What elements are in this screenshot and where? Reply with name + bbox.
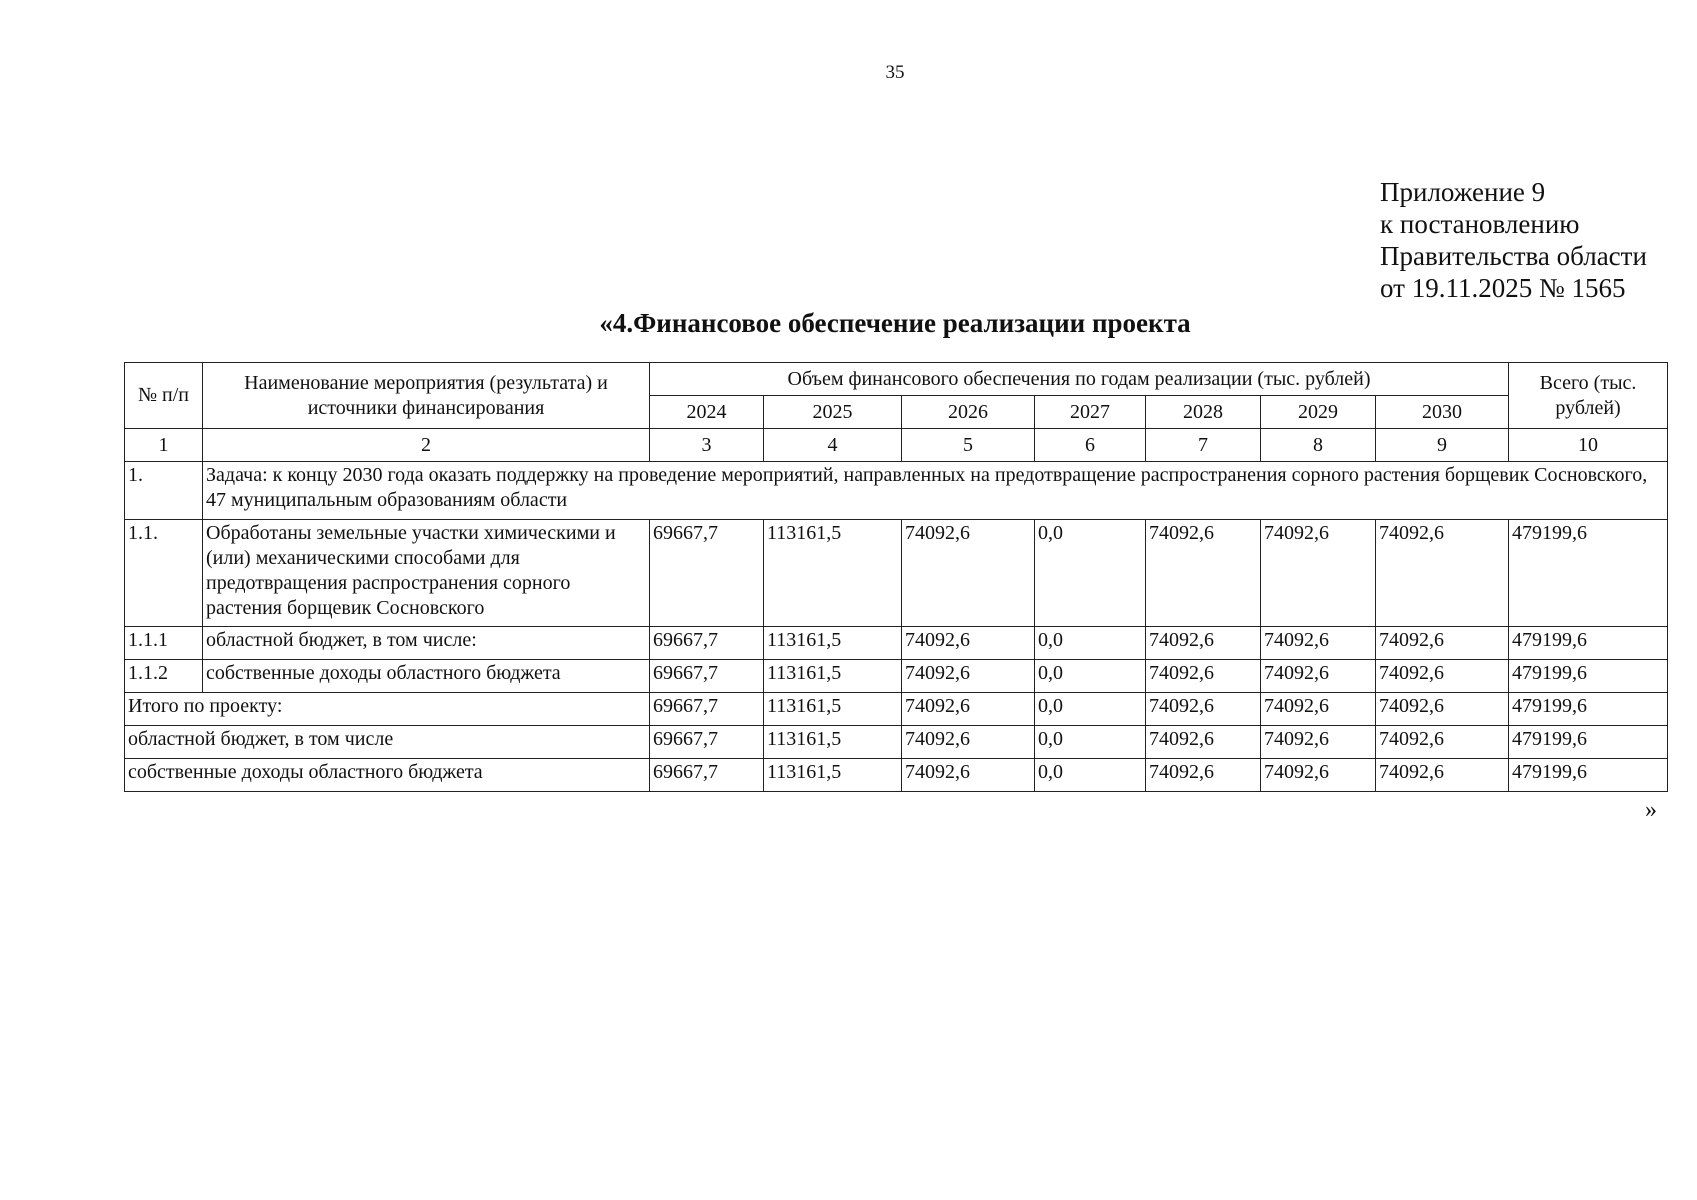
value-cell: 113161,5 bbox=[764, 759, 902, 792]
value-cell: 74092,6 bbox=[1376, 726, 1509, 759]
value-cell: 74092,6 bbox=[902, 759, 1035, 792]
header-total: Всего (тыс. рублей) bbox=[1509, 363, 1668, 429]
value-cell: 74092,6 bbox=[902, 520, 1035, 627]
total-row bbox=[125, 693, 1668, 726]
table-row bbox=[125, 520, 1668, 627]
value-cell: 0,0 bbox=[1035, 660, 1146, 693]
total-row bbox=[125, 726, 1668, 759]
header-volume: Объем финансового обеспечения по годам реализации (тыс. рублей) bbox=[650, 363, 1509, 396]
col-number: 1 bbox=[125, 429, 203, 462]
col-number: 10 bbox=[1509, 429, 1668, 462]
value-cell: 0,0 bbox=[1035, 627, 1146, 660]
value-cell: 69667,7 bbox=[650, 693, 764, 726]
value-cell: 74092,6 bbox=[1261, 693, 1376, 726]
column-number-row bbox=[125, 429, 1668, 462]
total-row-name: областной бюджет, в том числе bbox=[125, 726, 650, 759]
value-cell: 113161,5 bbox=[764, 693, 902, 726]
value-cell: 113161,5 bbox=[764, 520, 902, 627]
header-name: Наименование мероприятия (результата) и источники финансирования bbox=[203, 363, 650, 429]
value-cell: 74092,6 bbox=[1146, 693, 1261, 726]
appendix-line: к постановлению bbox=[1380, 209, 1580, 239]
value-cell: 0,0 bbox=[1035, 726, 1146, 759]
value-cell: 113161,5 bbox=[764, 660, 902, 693]
value-cell: 74092,6 bbox=[1261, 660, 1376, 693]
col-number: 8 bbox=[1261, 429, 1376, 462]
header-num: № п/п bbox=[125, 363, 203, 429]
page-number: 35 bbox=[885, 62, 905, 83]
total-cell: 479199,6 bbox=[1509, 693, 1668, 726]
value-cell: 74092,6 bbox=[1261, 726, 1376, 759]
col-number: 3 bbox=[650, 429, 764, 462]
value-cell: 0,0 bbox=[1035, 520, 1146, 627]
col-number: 6 bbox=[1035, 429, 1146, 462]
row-name: собственные доходы областного бюджета bbox=[203, 660, 650, 693]
financing-table bbox=[124, 362, 1668, 792]
total-row-name: Итого по проекту: bbox=[125, 693, 650, 726]
col-number: 5 bbox=[902, 429, 1035, 462]
total-cell: 479199,6 bbox=[1509, 759, 1668, 792]
total-row-name: собственные доходы областного бюджета bbox=[125, 759, 650, 792]
value-cell: 74092,6 bbox=[902, 660, 1035, 693]
value-cell: 74092,6 bbox=[1376, 693, 1509, 726]
col-number: 7 bbox=[1146, 429, 1261, 462]
value-cell: 74092,6 bbox=[1146, 520, 1261, 627]
task-row bbox=[125, 462, 1668, 520]
value-cell: 74092,6 bbox=[1146, 726, 1261, 759]
value-cell: 69667,7 bbox=[650, 726, 764, 759]
table-row bbox=[125, 660, 1668, 693]
row-name: областной бюджет, в том числе: bbox=[203, 627, 650, 660]
value-cell: 69667,7 bbox=[650, 520, 764, 627]
closing-quote: » bbox=[1645, 797, 1657, 823]
value-cell: 74092,6 bbox=[902, 726, 1035, 759]
value-cell: 74092,6 bbox=[1376, 627, 1509, 660]
value-cell: 69667,7 bbox=[650, 660, 764, 693]
total-row bbox=[125, 759, 1668, 792]
col-number: 2 bbox=[203, 429, 650, 462]
total-cell: 479199,6 bbox=[1509, 660, 1668, 693]
value-cell: 74092,6 bbox=[1376, 660, 1509, 693]
value-cell: 74092,6 bbox=[902, 627, 1035, 660]
task-text: Задача: к концу 2030 года оказать поддержку на проведение мероприятий, направленных на предотвращение распространения сорного растения борщевик Сосновского, 47 муниципальным образованиям области bbox=[203, 462, 1668, 520]
value-cell: 113161,5 bbox=[764, 627, 902, 660]
value-cell: 74092,6 bbox=[1261, 759, 1376, 792]
total-cell: 479199,6 bbox=[1509, 520, 1668, 627]
appendix-line: Приложение 9 bbox=[1380, 177, 1546, 207]
value-cell: 69667,7 bbox=[650, 627, 764, 660]
document-title: «4.Финансовое обеспечение реализации проекта bbox=[599, 308, 1191, 338]
col-number: 9 bbox=[1376, 429, 1509, 462]
value-cell: 74092,6 bbox=[1261, 520, 1376, 627]
header-year: 2028 bbox=[1146, 396, 1261, 429]
value-cell: 74092,6 bbox=[1376, 759, 1509, 792]
value-cell: 74092,6 bbox=[1146, 627, 1261, 660]
header-year: 2029 bbox=[1261, 396, 1376, 429]
value-cell: 74092,6 bbox=[1376, 520, 1509, 627]
row-num: 1.1.2 bbox=[125, 660, 203, 693]
total-cell: 479199,6 bbox=[1509, 627, 1668, 660]
header-year: 2024 bbox=[650, 396, 764, 429]
appendix-block bbox=[1380, 176, 1647, 304]
appendix-line: от 19.11.2025 № 1565 bbox=[1380, 273, 1626, 303]
header-year: 2026 bbox=[902, 396, 1035, 429]
value-cell: 0,0 bbox=[1035, 693, 1146, 726]
total-cell: 479199,6 bbox=[1509, 726, 1668, 759]
row-num: 1.1.1 bbox=[125, 627, 203, 660]
header-year: 2027 bbox=[1035, 396, 1146, 429]
header-year: 2025 bbox=[764, 396, 902, 429]
table-row bbox=[125, 627, 1668, 660]
value-cell: 74092,6 bbox=[1146, 660, 1261, 693]
appendix-line: Правительства области bbox=[1380, 241, 1647, 271]
row-name: Обработаны земельные участки химическими и (или) механическими способами для предотвращения распространения сорного растения борщевик Сосновского bbox=[203, 520, 650, 627]
value-cell: 74092,6 bbox=[902, 693, 1035, 726]
value-cell: 74092,6 bbox=[1146, 759, 1261, 792]
value-cell: 74092,6 bbox=[1261, 627, 1376, 660]
row-num: 1.1. bbox=[125, 520, 203, 627]
task-num: 1. bbox=[125, 462, 203, 520]
col-number: 4 bbox=[764, 429, 902, 462]
value-cell: 69667,7 bbox=[650, 759, 764, 792]
value-cell: 113161,5 bbox=[764, 726, 902, 759]
header-year: 2030 bbox=[1376, 396, 1509, 429]
value-cell: 0,0 bbox=[1035, 759, 1146, 792]
